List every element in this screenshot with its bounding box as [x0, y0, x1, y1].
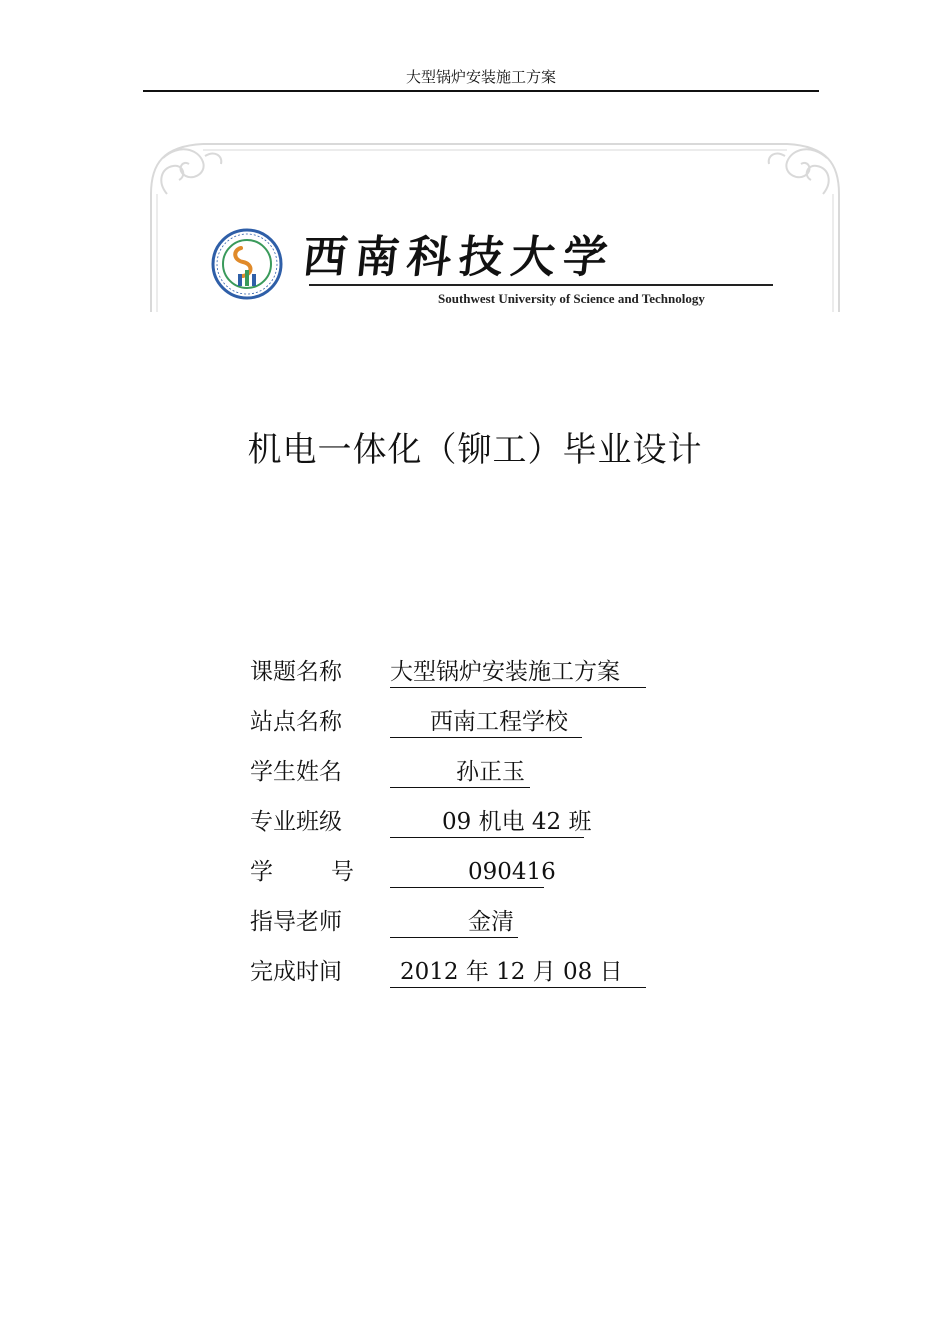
university-name-en: Southwest University of Science and Technology: [438, 291, 705, 306]
info-label: 学生姓名: [250, 759, 342, 785]
info-value: 金清: [390, 906, 518, 938]
info-value: 孙正玉: [390, 756, 530, 788]
running-header-title: 大型锅炉安装施工方案: [405, 68, 556, 86]
university-name-rule: [309, 284, 773, 286]
document-title: 机电一体化（铆工）毕业设计: [247, 430, 703, 470]
university-seal-icon: [211, 228, 283, 300]
university-name-cn: 西南科技大学: [300, 232, 618, 283]
running-header: [143, 66, 819, 92]
university-banner: [143, 134, 847, 312]
info-value: 大型锅炉安装施工方案: [390, 656, 646, 688]
info-value: 西南工程学校: [390, 706, 582, 738]
info-label: 站点名称: [250, 709, 342, 735]
info-value: 2012 年 12 月 08 日: [390, 956, 646, 988]
info-label: 指导老师: [250, 909, 342, 935]
info-label: 学 号: [250, 859, 354, 885]
info-value: 090416: [390, 856, 544, 888]
info-label: 课题名称: [250, 659, 342, 685]
info-value: 09 机电 42 班: [390, 806, 584, 838]
info-label: 专业班级: [250, 809, 342, 835]
info-label: 完成时间: [250, 959, 342, 985]
